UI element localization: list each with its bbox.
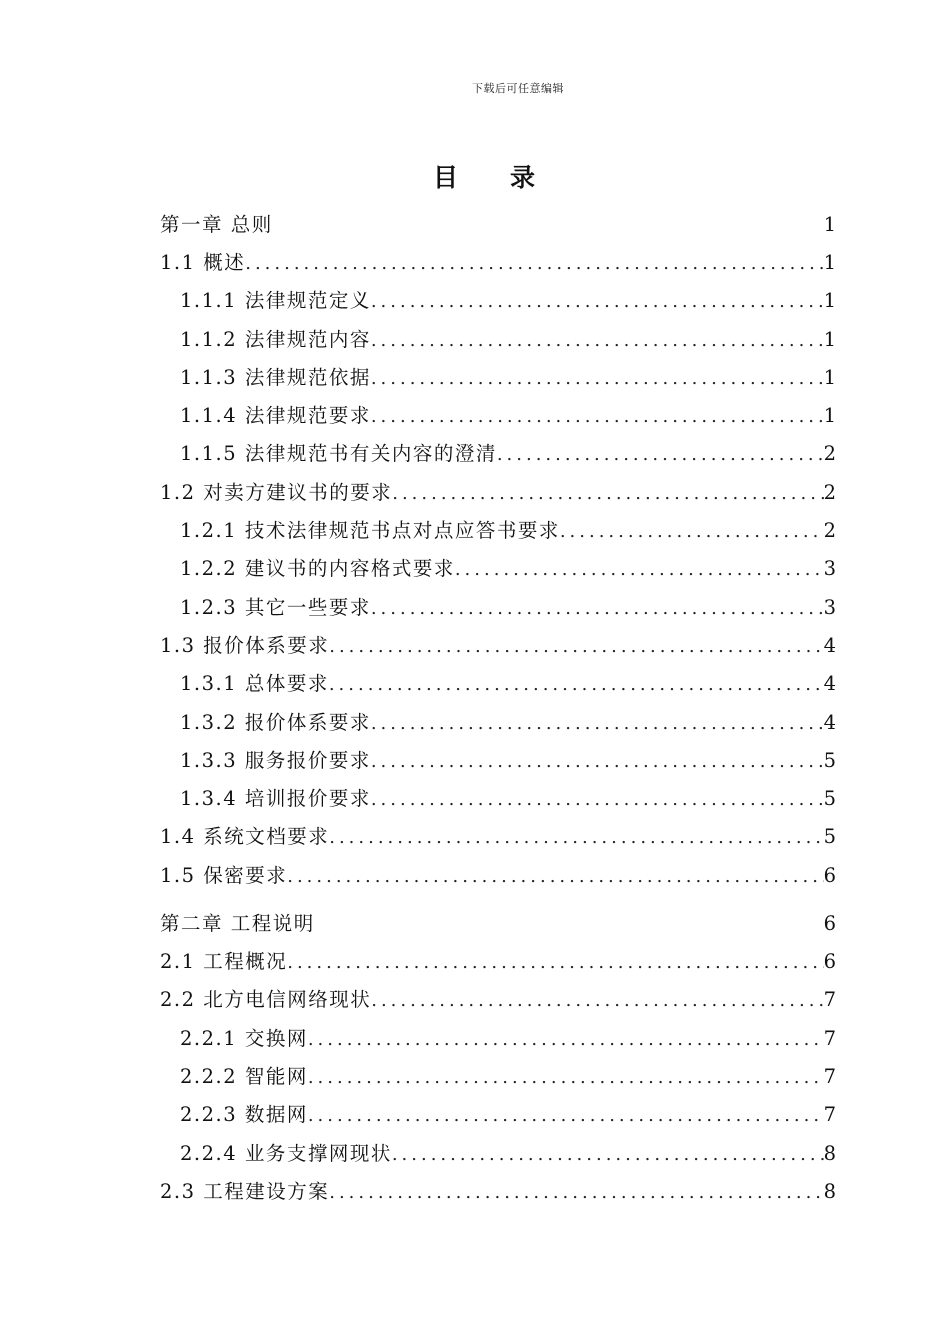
toc-entry-page: 8 <box>823 1141 836 1165</box>
toc-entry-page: 3 <box>823 557 836 581</box>
toc-entry-page: 4 <box>823 710 836 734</box>
toc-entry-2-2-3[interactable] <box>160 1096 836 1134</box>
toc-entry-1-3-4[interactable] <box>160 780 836 818</box>
toc-entry-label: 第二章 工程说明 <box>160 912 315 936</box>
dot-leader <box>371 283 824 321</box>
header-note: 下载后可任意编辑 <box>472 82 564 95</box>
toc-title: 目录 <box>432 163 587 192</box>
dot-leader <box>371 705 824 743</box>
toc-entry-page: 6 <box>823 912 836 936</box>
toc-entry-page: 4 <box>823 633 836 657</box>
dot-leader <box>245 245 823 283</box>
toc-entry-label: 1.4 系统文档要求 <box>160 825 330 849</box>
toc-entry-page: 2 <box>823 480 836 504</box>
toc-entry-page: 6 <box>823 863 836 887</box>
dot-leader <box>392 475 823 513</box>
toc-entry-page: 7 <box>823 988 836 1012</box>
table-of-contents <box>160 206 836 1211</box>
toc-entry-label: 1.1.1 法律规范定义 <box>180 289 371 313</box>
toc-entry-1-3-3[interactable] <box>160 742 836 780</box>
toc-entry-1-4[interactable] <box>160 818 836 856</box>
toc-entry-label: 第一章 总则 <box>160 213 273 236</box>
dot-leader <box>371 743 824 781</box>
toc-entry-1-3[interactable] <box>160 627 836 665</box>
toc-entry-chapter-2[interactable] <box>160 905 836 943</box>
dot-leader <box>329 1174 823 1212</box>
toc-entry-label: 2.2.4 业务支撑网现状 <box>180 1141 392 1165</box>
toc-entry-label: 2.2.1 交换网 <box>180 1026 308 1050</box>
toc-entry-label: 2.2.3 数据网 <box>180 1103 308 1127</box>
toc-entry-2-3[interactable] <box>160 1173 836 1211</box>
toc-entry-page: 1 <box>823 289 836 313</box>
toc-entry-1-1-2[interactable] <box>160 321 836 359</box>
dot-leader <box>560 513 824 551</box>
toc-entry-1-1-1[interactable] <box>160 282 836 320</box>
dot-leader <box>371 360 824 398</box>
toc-entry-label: 1.1.3 法律规范依据 <box>180 365 371 389</box>
toc-entry-label: 1.3.3 服务报价要求 <box>180 748 371 772</box>
toc-entry-2-2[interactable] <box>160 981 836 1019</box>
toc-entry-page: 5 <box>823 748 836 772</box>
toc-entry-page: 1 <box>823 365 836 389</box>
dot-leader <box>308 1021 824 1059</box>
dot-leader <box>371 322 824 360</box>
toc-entry-1-5[interactable] <box>160 857 836 895</box>
toc-entry-page: 4 <box>823 672 836 696</box>
toc-entry-2-1[interactable] <box>160 943 836 981</box>
dot-leader <box>371 781 824 819</box>
toc-entry-1-3-1[interactable] <box>160 665 836 703</box>
dot-leader <box>371 398 824 436</box>
toc-entry-chapter-1[interactable] <box>160 206 836 244</box>
toc-entry-label: 1.1.2 法律规范内容 <box>180 327 371 351</box>
toc-entry-label: 1.1.5 法律规范书有关内容的澄清 <box>180 442 497 466</box>
dot-leader <box>329 628 823 666</box>
toc-entry-page: 1 <box>823 327 836 351</box>
toc-entry-1-1-4[interactable] <box>160 397 836 435</box>
toc-entry-page: 1 <box>823 404 836 428</box>
toc-entry-page: 7 <box>823 1103 836 1127</box>
toc-entry-1-1[interactable] <box>160 244 836 282</box>
toc-entry-label: 1.1 概述 <box>160 251 246 274</box>
toc-entry-1-1-5[interactable] <box>160 435 836 473</box>
toc-entry-label: 1.5 保密要求 <box>160 863 288 887</box>
toc-entry-2-2-1[interactable] <box>160 1020 836 1058</box>
toc-entry-label: 2.1 工程概况 <box>160 950 288 974</box>
dot-leader <box>392 1136 824 1174</box>
toc-entry-label: 2.2.2 智能网 <box>180 1064 308 1088</box>
toc-entry-page: 7 <box>823 1026 836 1050</box>
toc-entry-label: 1.3.1 总体要求 <box>180 672 329 696</box>
toc-entry-label: 1.3.2 报价体系要求 <box>180 710 371 734</box>
dot-leader <box>371 590 824 628</box>
toc-entry-page: 2 <box>823 519 836 543</box>
dot-leader <box>308 1097 824 1135</box>
toc-entry-2-2-4[interactable] <box>160 1135 836 1173</box>
toc-entry-label: 1.3.4 培训报价要求 <box>180 787 371 811</box>
dot-leader <box>287 858 823 896</box>
toc-entry-1-2[interactable] <box>160 474 836 512</box>
toc-entry-label: 1.3 报价体系要求 <box>160 633 330 657</box>
toc-entry-label: 2.3 工程建设方案 <box>160 1179 330 1203</box>
dot-leader <box>371 982 823 1020</box>
toc-entry-page: 2 <box>823 442 836 466</box>
toc-entry-1-3-2[interactable] <box>160 704 836 742</box>
toc-entry-page: 1 <box>823 213 836 236</box>
dot-leader <box>329 819 823 857</box>
toc-entry-label: 1.2.1 技术法律规范书点对点应答书要求 <box>180 519 560 543</box>
toc-entry-page: 3 <box>823 595 836 619</box>
toc-entry-page: 5 <box>823 787 836 811</box>
toc-entry-label: 1.2.3 其它一些要求 <box>180 595 371 619</box>
toc-entry-page: 6 <box>823 950 836 974</box>
toc-entry-page: 1 <box>823 251 836 274</box>
toc-entry-1-1-3[interactable] <box>160 359 836 397</box>
toc-entry-page: 8 <box>823 1179 836 1203</box>
toc-entry-1-2-2[interactable] <box>160 550 836 588</box>
dot-leader <box>455 551 824 589</box>
toc-entry-1-2-3[interactable] <box>160 589 836 627</box>
toc-entry-2-2-2[interactable] <box>160 1058 836 1096</box>
toc-entry-page: 7 <box>823 1064 836 1088</box>
toc-entry-label: 2.2 北方电信网络现状 <box>160 988 372 1012</box>
toc-entry-label: 1.2.2 建议书的内容格式要求 <box>180 557 455 581</box>
dot-leader <box>497 436 824 474</box>
dot-leader <box>287 944 823 982</box>
dot-leader <box>329 666 824 704</box>
toc-entry-label: 1.2 对卖方建议书的要求 <box>160 480 393 504</box>
toc-entry-1-2-1[interactable] <box>160 512 836 550</box>
toc-entry-page: 5 <box>823 825 836 849</box>
dot-leader <box>308 1059 824 1097</box>
toc-entry-label: 1.1.4 法律规范要求 <box>180 404 371 428</box>
